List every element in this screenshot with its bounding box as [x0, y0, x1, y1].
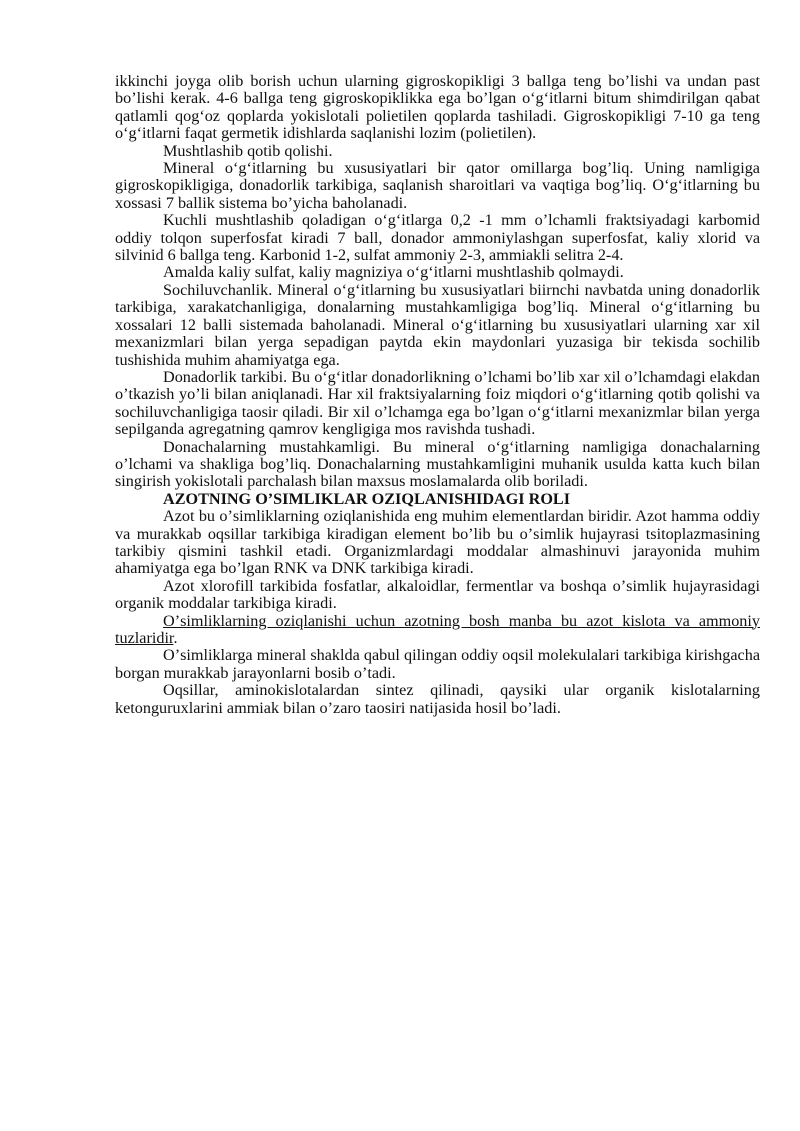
paragraph-flowability: Sochiluvchanlik. Mineral oʻgʻitlarning bu xususiyatlari biirnchi navbatda uning donadorlik tarkibiga, xarakatchanligiga, donalarning mustahkamligiga bogʼliq. Mineral oʻgʻitlarning bu xossalari 12 balli sistemada baholanadi. Mineral oʻgʻitlarning bu xususiyatlari ularning xar xil mexanizmlari bilan yerga sepadigan paytda ekin maydonlari yuzasiga bir tekisda sochilib tushishida muhim ahamiyatga ega. [115, 280, 760, 369]
paragraph-granule-strength: Donachalarning mustahkamligi. Bu mineral oʻgʻitlarning namligiga donachalarning oʼlchami va shakliga bogʼliq. Donachalarning mustahkamligini muhanik usulda katta kuch bilan singirish yokislotali parchalash bilan maxsus moslamalarda olib boriladi. [115, 437, 760, 491]
paragraph-caking-scores: Kuchli mushtlashib qoladigan oʻgʻitlarga 0,2 -1 mm oʼlchamli fraktsiyadagi karbomid oddiy tolqon superfosfat kiradi 7 ball, donador ammoniylashgan superfosfat, kaliy xlorid va silvinid 6 ballga teng. Karbonid 1-2, sulfat ammoniy 2-3, ammiakli selitra 2-4. [115, 211, 760, 265]
paragraph-non-caking: Amalda kaliy sulfat, kaliy magniziya oʻgʻitlarni mushtlashib qolmaydi. [163, 263, 624, 282]
paragraph-caking-title: Mushtlashib qotib qolishi. [163, 141, 333, 160]
statement-period: . [173, 629, 178, 647]
paragraph-nitrogen-chlorophyll: Azot xlorofill tarkibida fosfatlar, alkaloidlar, fermentlar va boshqa oʼsimlik hujayrasidagi organik moddalar tarkibiga kiradi. [115, 576, 760, 613]
paragraph-amino-acids: Oqsillar, aminokislotalardan sintez qilinadi, qaysiki ular organik kislotalarning ketonguruxlarini ammiak bilan oʼzaro taosiri natijasida hosil boʼladi. [115, 681, 760, 717]
underlined-statement: Oʼsimliklarning oziqlanishi uchun azotning bosh manba bu azot kislota va ammoniy tuzlaridir [115, 611, 760, 647]
paragraph-protein-synthesis: Oʼsimliklarga mineral shaklda qabul qilingan oddiy oqsil molekulalari tarkibiga kirishgacha borgan murakkab jarayonlarni bosib oʼtadi. [115, 646, 760, 682]
paragraph-hygroscopic-storage: ikkinchi joyga olib borish uchun ularning gigroskopikligi 3 ballga teng boʼlishi va undan past boʼlishi kerak. 4-6 ballga teng gigroskopiklikka ega boʼlgan oʻgʻitlarni bitum shimdirilgan qabat qatlamli qogʻoz qoplarda yokislotali polietilen qoplarda tashiladi. Gigroskopikligi 7-10 ga teng oʻgʻitlarni faqat germetik idishlarda saqlanishi lozim (polietilen). [115, 72, 760, 143]
document-page [115, 73, 760, 717]
paragraph-granule-composition: Donadorlik tarkibi. Bu oʻgʻitlar donadorlikning oʼlchami boʼlib xar xil oʼlchamdagi elakdan oʼtkazish yoʼli bilan aniqlanadi. Har xil fraktsiyalarning foiz miqdori oʻgʻitlarning qotib qolishi va sochiluvchanligiga taosir qiladi. Bir xil oʼlchamga ega boʼlgan oʻgʻitlarni mexanizmlar bilan yerga sepilganda agregatning qamrov kengligiga mos ravishda tushadi. [115, 367, 760, 439]
paragraph-nitrogen-intro: Azot bu oʼsimliklarning oziqlanishida eng muhim elementlardan biridir. Azot hamma oddiy va murakkab oqsillar tarkibiga kiradigan element boʼlib bu oʼsimlik hujayrasi tsitoplazmasining tarkibiy qismini tashkil etadi. Organizmlardagi moddalar almashinuvi jarayonida muhim ahamiyatga ega boʼlgan RNK va DNK tarkibiga kiradi. [115, 507, 760, 578]
paragraph-caking-factors: Mineral oʻgʻitlarning bu xususiyatlari bir qator omillarga bogʼliq. Uning namligiga gigroskopikligiga, donadorlik tarkibiga, saqlanish sharoitlari va vaqtiga bogʼliq. Oʻgʻitlarning bu xossasi 7 ballik sistema boʼyicha baholanadi. [115, 159, 760, 212]
paragraph-nitrogen-source [115, 613, 760, 648]
section-heading: AZOTNING OʼSIMLIKLAR OZIQLANISHIDAGI ROLI [163, 489, 571, 508]
